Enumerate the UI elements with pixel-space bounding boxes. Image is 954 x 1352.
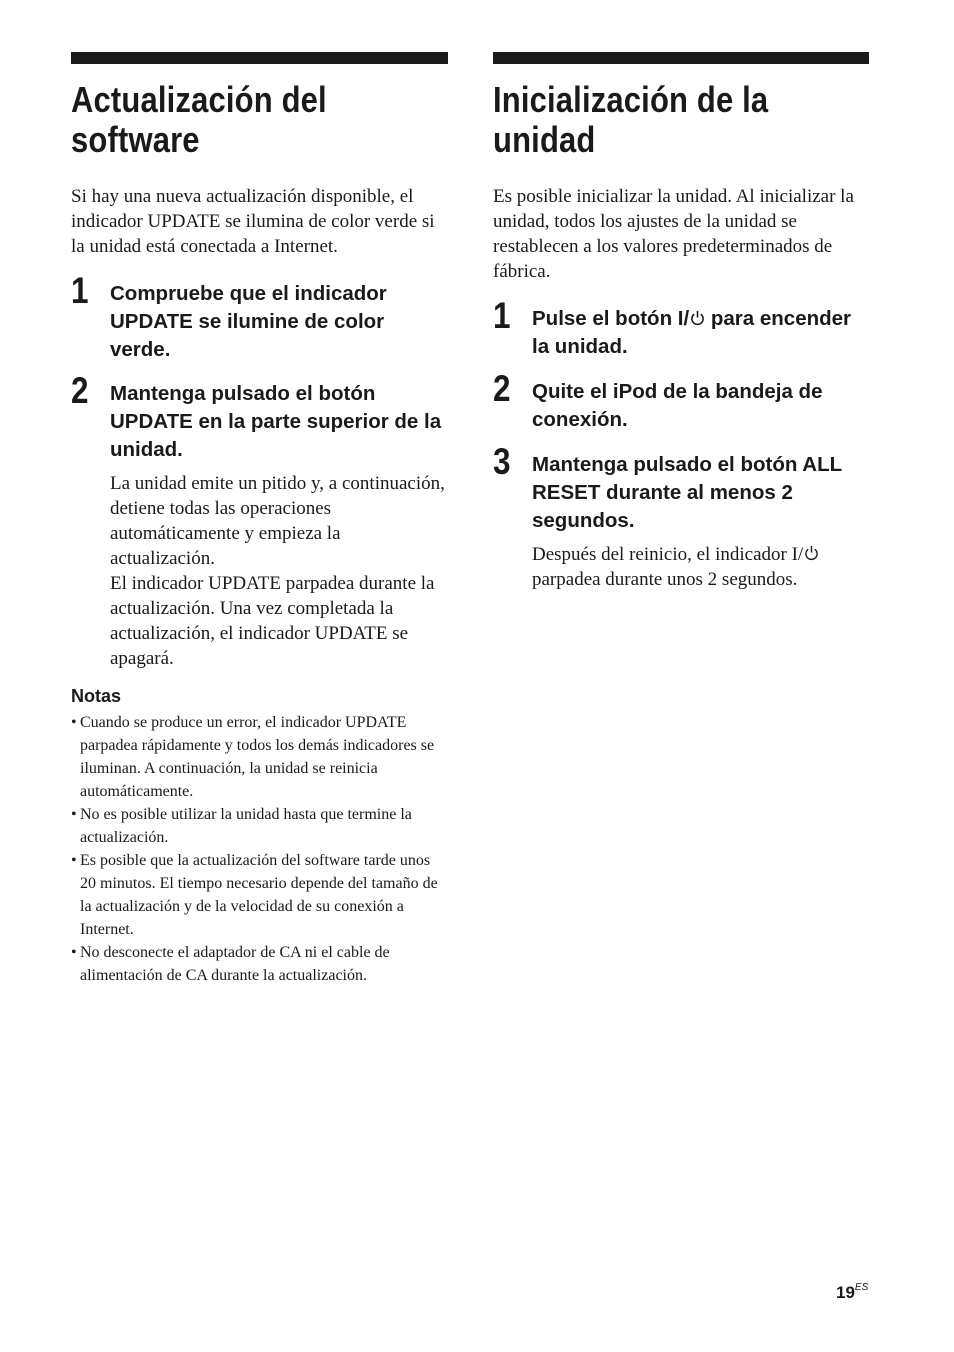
section-unit-reset bbox=[493, 52, 869, 592]
step-description-p1: La unidad emite un pitido y, a continuación, detiene todas las operaciones automáticamente y empieza la actualización. bbox=[110, 473, 445, 569]
power-symbol-icon bbox=[690, 310, 705, 326]
power-symbol-icon bbox=[804, 545, 819, 561]
step-number: 1 bbox=[493, 295, 511, 336]
step-description-p2: El indicador UPDATE parpadea durante la actualización. Una vez completada la actualización, el indicador UPDATE se apagará. bbox=[110, 573, 435, 669]
step-number: 3 bbox=[493, 441, 511, 482]
note-item: • Cuando se produce un error, el indicador UPDATE parpadea rápidamente y todos los demás indicadores se iluminan. A continuación, la unidad se reinicia automáticamente. bbox=[71, 711, 448, 803]
step-title: Mantenga pulsado el botón UPDATE en la parte superior de la unidad. bbox=[110, 382, 442, 461]
step-title bbox=[532, 305, 869, 361]
step-description-post: parpadea durante unos 2 segundos. bbox=[532, 569, 798, 590]
section-rule bbox=[493, 52, 869, 64]
step-number: 2 bbox=[71, 370, 89, 411]
intro-text: Si hay una nueva actualización disponible, el indicador UPDATE se ilumina de color verde si la unidad está conectada a Internet. bbox=[71, 186, 435, 257]
note-item: • Es posible que la actualización del software tarde unos 20 minutos. El tiempo necesario depende del tamaño de la actualización y de la velocidad de su conexión a Internet. bbox=[71, 849, 448, 941]
notes-list bbox=[71, 711, 448, 987]
section-software-update bbox=[71, 52, 448, 987]
section-title bbox=[71, 80, 447, 160]
step-1 bbox=[493, 295, 869, 361]
title-line-1: Actualización del bbox=[71, 79, 327, 120]
section-rule bbox=[71, 52, 448, 64]
step-number: 2 bbox=[493, 368, 511, 409]
note-item: • No desconecte el adaptador de CA ni el cable de alimentación de CA durante la actualización. bbox=[71, 941, 448, 987]
title-line-1: Inicialización de la bbox=[493, 79, 769, 120]
step-number: 1 bbox=[71, 270, 89, 311]
step-description bbox=[110, 471, 448, 671]
step-2 bbox=[71, 370, 448, 671]
page-number-value: 19 bbox=[836, 1283, 855, 1302]
title-line-2: software bbox=[71, 119, 200, 160]
page-language: ES bbox=[854, 1282, 869, 1293]
step-title-post: para encender la unidad. bbox=[532, 307, 852, 358]
section-title bbox=[493, 80, 868, 160]
page-number bbox=[836, 1282, 868, 1303]
step-title: Quite el iPod de la bandeja de conexión. bbox=[532, 380, 823, 431]
step-2 bbox=[493, 368, 869, 434]
step-1 bbox=[71, 270, 448, 364]
step-title: Compruebe que el indicador UPDATE se ilumine de color verde. bbox=[110, 282, 387, 361]
title-line-2: unidad bbox=[493, 119, 596, 160]
note-item: • No es posible utilizar la unidad hasta que termine la actualización. bbox=[71, 803, 448, 849]
step-description bbox=[532, 542, 869, 592]
notes-heading: Notas bbox=[71, 686, 122, 706]
intro-text: Es posible inicializar la unidad. Al inicializar la unidad, todos los ajustes de la unidad se restablecen a los valores predeterminados de fábrica. bbox=[493, 186, 854, 282]
step-3 bbox=[493, 441, 869, 592]
step-title-pre: Pulse el botón I/ bbox=[532, 307, 690, 330]
step-description-pre: Después del reinicio, el indicador I/ bbox=[532, 544, 804, 565]
step-title: Mantenga pulsado el botón ALL RESET durante al menos 2 segundos. bbox=[532, 453, 842, 532]
